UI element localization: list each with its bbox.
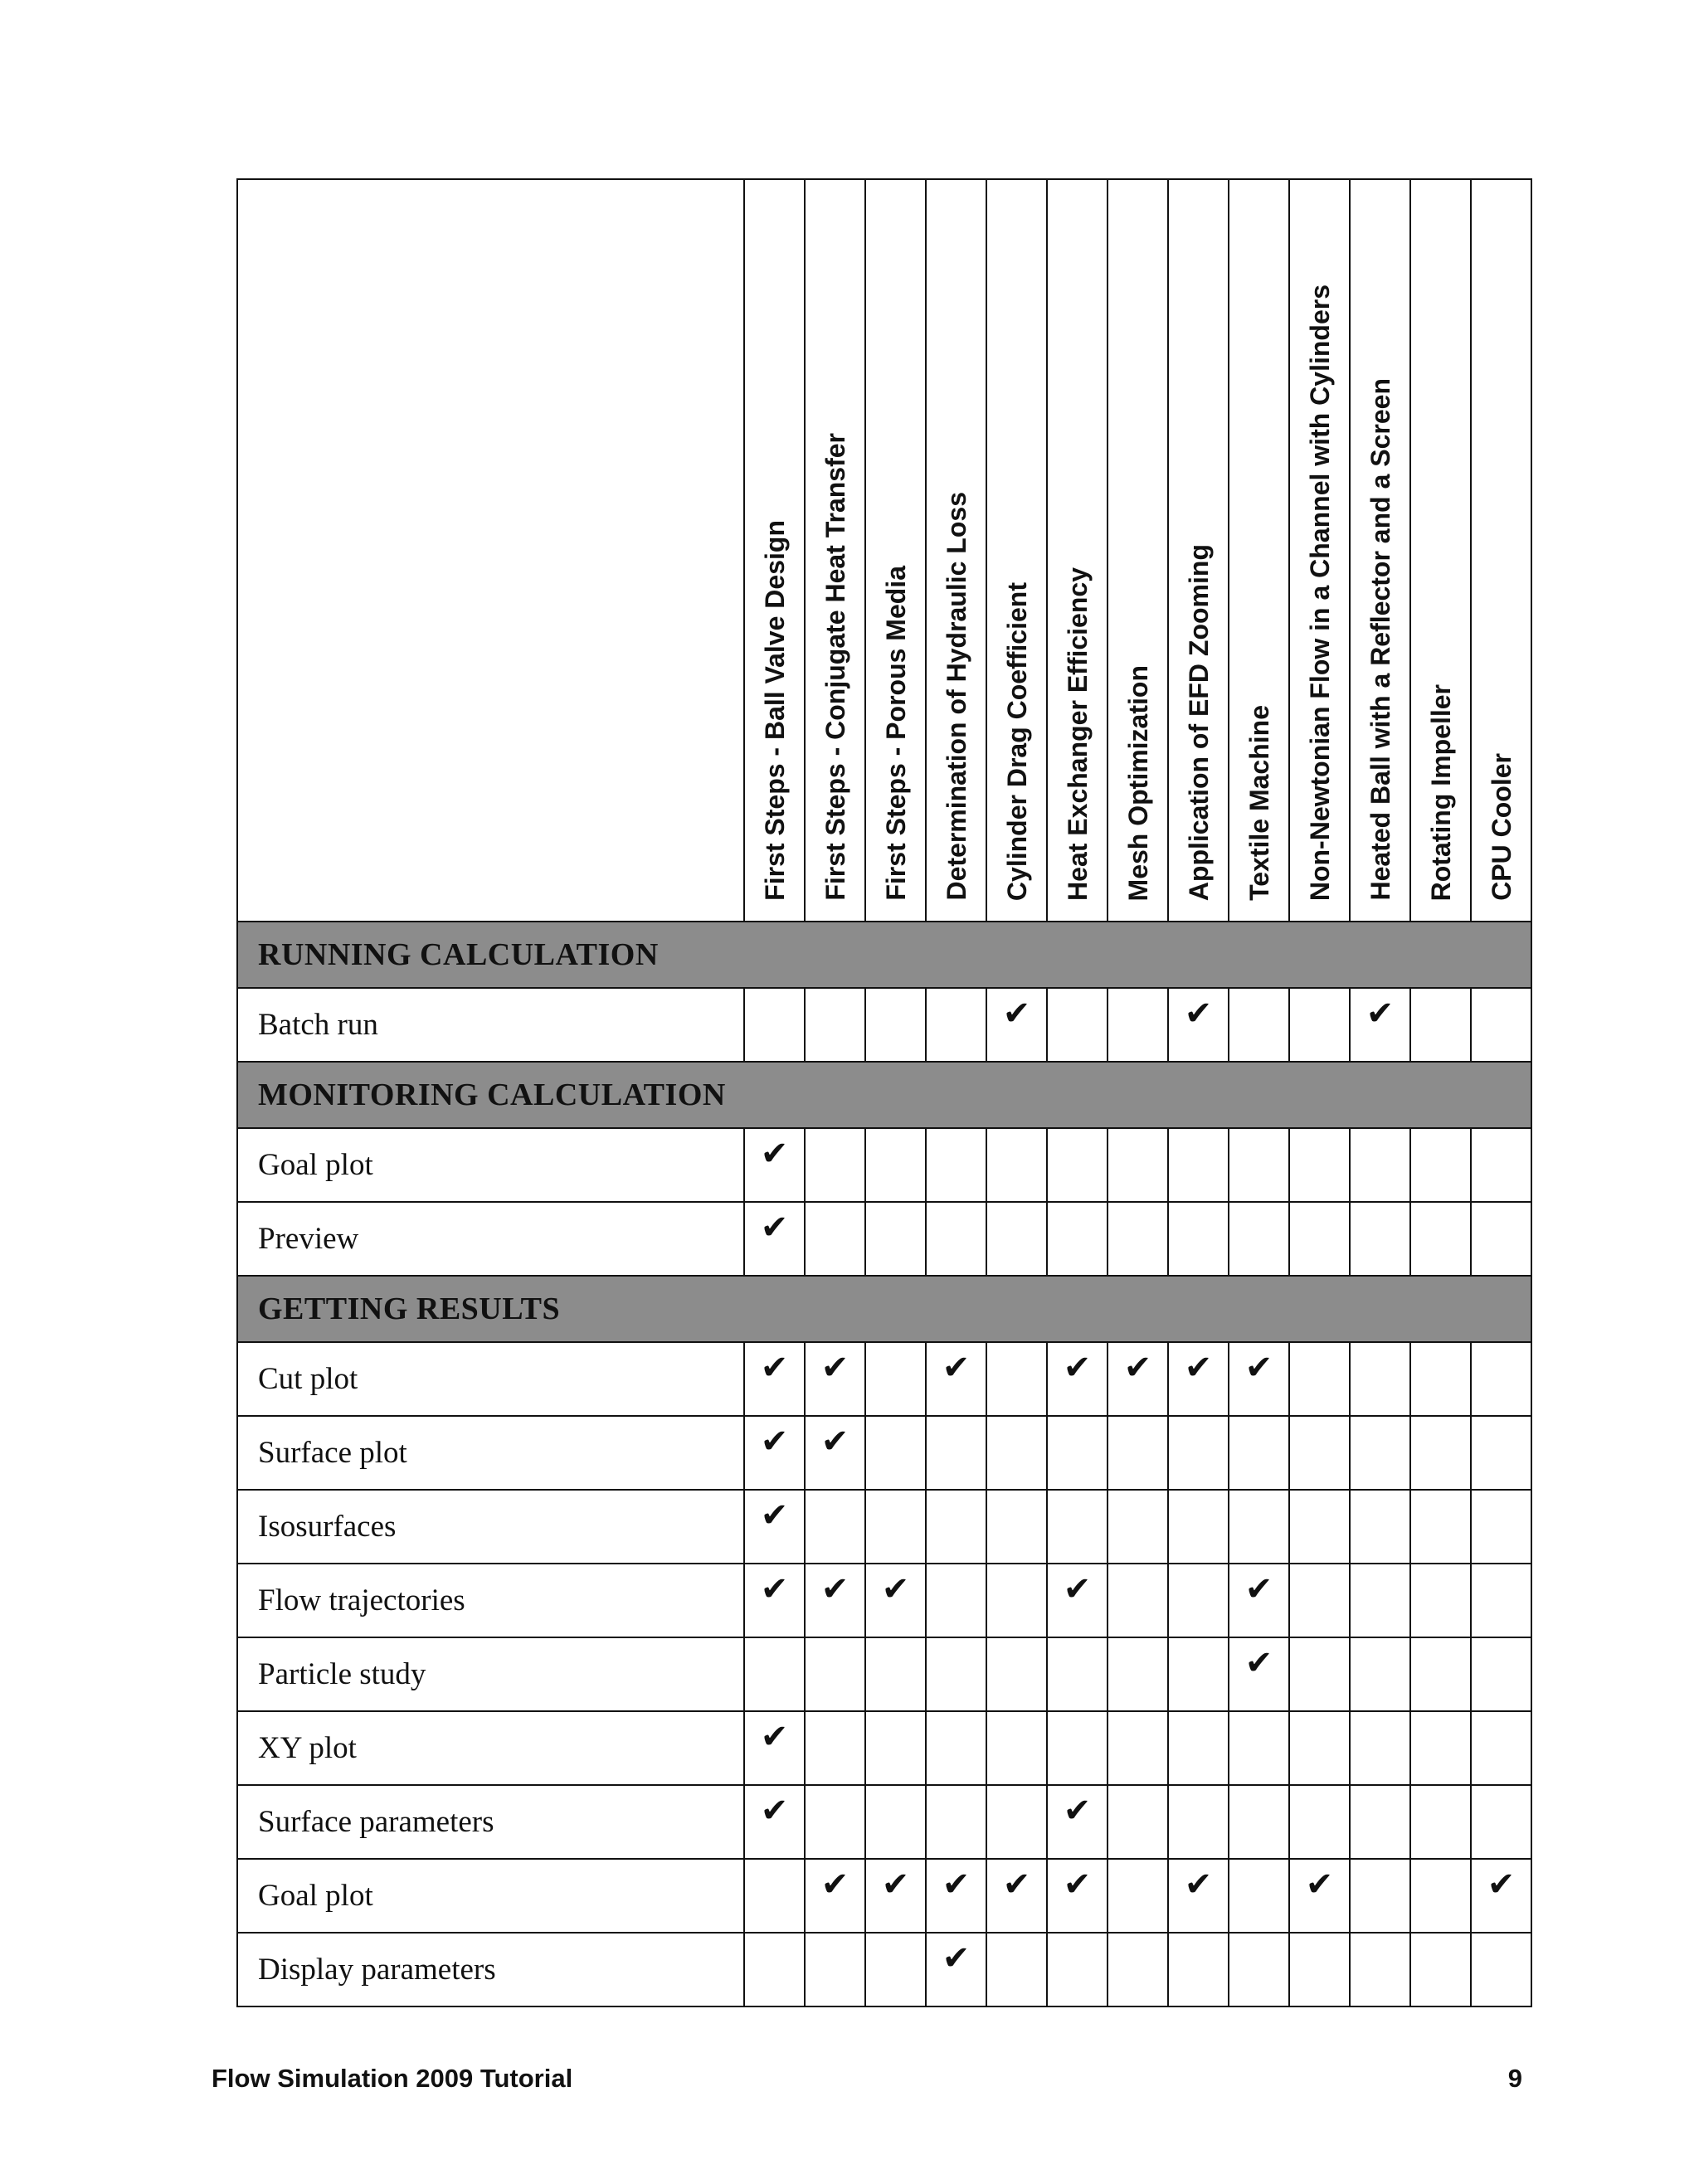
empty-cell bbox=[1047, 1490, 1108, 1564]
tutorial-name: Determination of Hydraulic Loss bbox=[941, 492, 971, 901]
tutorial-column-header bbox=[1229, 179, 1289, 922]
empty-cell bbox=[1047, 1637, 1108, 1711]
empty-cell bbox=[744, 1637, 805, 1711]
checkmark-cell bbox=[1350, 988, 1410, 1062]
checkmark-cell bbox=[1047, 1564, 1108, 1637]
tutorial-feature-matrix bbox=[236, 178, 1532, 2007]
checkmark-cell bbox=[865, 1859, 926, 1933]
feature-label: Goal plot bbox=[237, 1128, 744, 1202]
empty-cell bbox=[1229, 1933, 1289, 2006]
checkmark-icon: ✔ bbox=[1366, 995, 1395, 1033]
empty-cell bbox=[1047, 988, 1108, 1062]
empty-cell bbox=[986, 1933, 1047, 2006]
feature-label: Surface plot bbox=[237, 1416, 744, 1490]
checkmark-icon: ✔ bbox=[1244, 1349, 1273, 1387]
tutorial-header-row bbox=[237, 179, 1531, 922]
empty-cell bbox=[1410, 1637, 1471, 1711]
empty-cell bbox=[1168, 1202, 1229, 1276]
tutorial-name: Application of EFD Zooming bbox=[1183, 543, 1214, 901]
tutorial-name: First Steps - Ball Valve Design bbox=[759, 520, 790, 901]
section-title: MONITORING CALCULATION bbox=[237, 1062, 1531, 1128]
empty-cell bbox=[1471, 1564, 1531, 1637]
empty-cell bbox=[986, 1342, 1047, 1416]
empty-cell bbox=[1289, 1933, 1350, 2006]
empty-cell bbox=[1410, 1342, 1471, 1416]
checkmark-cell bbox=[744, 1342, 805, 1416]
checkmark-cell bbox=[805, 1416, 865, 1490]
checkmark-cell bbox=[1168, 1342, 1229, 1416]
empty-cell bbox=[1289, 1711, 1350, 1785]
empty-cell bbox=[926, 1128, 986, 1202]
empty-cell bbox=[805, 1202, 865, 1276]
checkmark-cell bbox=[744, 1711, 805, 1785]
empty-cell bbox=[1108, 1933, 1168, 2006]
empty-cell bbox=[1108, 1785, 1168, 1859]
feature-label: XY plot bbox=[237, 1711, 744, 1785]
feature-row bbox=[237, 1785, 1531, 1859]
empty-cell bbox=[1229, 1202, 1289, 1276]
empty-cell bbox=[805, 988, 865, 1062]
tutorial-name: First Steps - Porous Media bbox=[880, 566, 911, 901]
tutorial-name: Cylinder Drag Coefficient bbox=[1001, 581, 1032, 901]
empty-cell bbox=[1350, 1128, 1410, 1202]
checkmark-icon: ✔ bbox=[820, 1423, 850, 1461]
tutorial-name: Textile Machine bbox=[1244, 705, 1274, 901]
empty-cell bbox=[744, 1933, 805, 2006]
checkmark-cell bbox=[744, 1490, 805, 1564]
checkmark-icon: ✔ bbox=[942, 1865, 971, 1904]
feature-row bbox=[237, 1637, 1531, 1711]
empty-cell bbox=[1108, 1564, 1168, 1637]
empty-cell bbox=[1168, 1711, 1229, 1785]
checkmark-cell bbox=[1047, 1785, 1108, 1859]
checkmark-cell bbox=[744, 1785, 805, 1859]
checkmark-cell bbox=[926, 1859, 986, 1933]
feature-row bbox=[237, 1711, 1531, 1785]
empty-cell bbox=[1410, 1564, 1471, 1637]
checkmark-cell bbox=[805, 1342, 865, 1416]
tutorial-column-header bbox=[805, 179, 865, 922]
empty-cell bbox=[805, 1128, 865, 1202]
feature-label: Surface parameters bbox=[237, 1785, 744, 1859]
empty-cell bbox=[1471, 1128, 1531, 1202]
tutorial-column-header bbox=[1168, 179, 1229, 922]
tutorial-name: First Steps - Conjugate Heat Transfer bbox=[820, 433, 850, 901]
empty-cell bbox=[1410, 1859, 1471, 1933]
checkmark-icon: ✔ bbox=[1184, 1865, 1213, 1904]
empty-cell bbox=[1471, 1416, 1531, 1490]
feature-label: Flow trajectories bbox=[237, 1564, 744, 1637]
empty-cell bbox=[1471, 1785, 1531, 1859]
empty-cell bbox=[1229, 1416, 1289, 1490]
empty-cell bbox=[1168, 1637, 1229, 1711]
feature-row bbox=[237, 1490, 1531, 1564]
tutorial-column-header bbox=[926, 179, 986, 922]
empty-cell bbox=[926, 1785, 986, 1859]
feature-label: Cut plot bbox=[237, 1342, 744, 1416]
matrix-body bbox=[237, 922, 1531, 2006]
empty-cell bbox=[926, 1416, 986, 1490]
checkmark-cell bbox=[744, 1128, 805, 1202]
checkmark-cell bbox=[1047, 1859, 1108, 1933]
checkmark-icon: ✔ bbox=[1487, 1865, 1516, 1904]
empty-cell bbox=[1108, 1711, 1168, 1785]
empty-cell bbox=[1350, 1416, 1410, 1490]
empty-cell bbox=[926, 1564, 986, 1637]
checkmark-icon: ✔ bbox=[760, 1135, 789, 1173]
empty-cell bbox=[926, 1202, 986, 1276]
empty-cell bbox=[986, 1202, 1047, 1276]
empty-cell bbox=[865, 1785, 926, 1859]
tutorial-name: Mesh Optimization bbox=[1122, 664, 1153, 901]
empty-cell bbox=[805, 1637, 865, 1711]
empty-cell bbox=[1350, 1202, 1410, 1276]
empty-cell bbox=[1108, 1490, 1168, 1564]
tutorial-column-header bbox=[986, 179, 1047, 922]
checkmark-icon: ✔ bbox=[942, 1349, 971, 1387]
empty-cell bbox=[1108, 1637, 1168, 1711]
empty-cell bbox=[1350, 1933, 1410, 2006]
corner-cell bbox=[237, 179, 744, 922]
empty-cell bbox=[865, 1490, 926, 1564]
checkmark-cell bbox=[805, 1564, 865, 1637]
empty-cell bbox=[1108, 1128, 1168, 1202]
checkmark-icon: ✔ bbox=[820, 1349, 850, 1387]
empty-cell bbox=[1168, 1933, 1229, 2006]
checkmark-cell bbox=[986, 1859, 1047, 1933]
empty-cell bbox=[805, 1933, 865, 2006]
empty-cell bbox=[805, 1711, 865, 1785]
tutorial-column-header bbox=[1047, 179, 1108, 922]
checkmark-icon: ✔ bbox=[1063, 1570, 1092, 1608]
empty-cell bbox=[1289, 1637, 1350, 1711]
empty-cell bbox=[1168, 1416, 1229, 1490]
empty-cell bbox=[865, 1933, 926, 2006]
empty-cell bbox=[1289, 1490, 1350, 1564]
checkmark-cell bbox=[805, 1859, 865, 1933]
tutorial-column-header bbox=[1350, 179, 1410, 922]
checkmark-cell bbox=[986, 988, 1047, 1062]
tutorial-column-header bbox=[865, 179, 926, 922]
empty-cell bbox=[986, 1128, 1047, 1202]
checkmark-cell bbox=[744, 1416, 805, 1490]
checkmark-cell bbox=[1289, 1859, 1350, 1933]
checkmark-cell bbox=[1471, 1859, 1531, 1933]
checkmark-icon: ✔ bbox=[1063, 1865, 1092, 1904]
empty-cell bbox=[1229, 988, 1289, 1062]
empty-cell bbox=[1229, 1490, 1289, 1564]
checkmark-icon: ✔ bbox=[1002, 995, 1031, 1033]
empty-cell bbox=[1410, 1128, 1471, 1202]
empty-cell bbox=[1108, 1416, 1168, 1490]
empty-cell bbox=[986, 1711, 1047, 1785]
section-header-row bbox=[237, 1276, 1531, 1342]
empty-cell bbox=[1289, 1202, 1350, 1276]
checkmark-cell bbox=[865, 1564, 926, 1637]
empty-cell bbox=[1289, 1416, 1350, 1490]
feature-label: Preview bbox=[237, 1202, 744, 1276]
feature-label: Display parameters bbox=[237, 1933, 744, 2006]
empty-cell bbox=[1229, 1785, 1289, 1859]
empty-cell bbox=[1168, 1128, 1229, 1202]
section-title: GETTING RESULTS bbox=[237, 1276, 1531, 1342]
checkmark-icon: ✔ bbox=[760, 1792, 789, 1830]
empty-cell bbox=[986, 1785, 1047, 1859]
checkmark-icon: ✔ bbox=[820, 1865, 850, 1904]
empty-cell bbox=[805, 1785, 865, 1859]
checkmark-icon: ✔ bbox=[881, 1570, 910, 1608]
empty-cell bbox=[1168, 1785, 1229, 1859]
checkmark-icon: ✔ bbox=[1184, 1349, 1213, 1387]
feature-row bbox=[237, 1859, 1531, 1933]
empty-cell bbox=[986, 1564, 1047, 1637]
empty-cell bbox=[1350, 1637, 1410, 1711]
empty-cell bbox=[1350, 1490, 1410, 1564]
tutorial-name: Non-Newtonian Flow in a Channel with Cylinders bbox=[1304, 284, 1335, 901]
empty-cell bbox=[1350, 1711, 1410, 1785]
feature-row bbox=[237, 1564, 1531, 1637]
checkmark-cell bbox=[926, 1933, 986, 2006]
empty-cell bbox=[1410, 988, 1471, 1062]
empty-cell bbox=[744, 1859, 805, 1933]
checkmark-icon: ✔ bbox=[1244, 1644, 1273, 1682]
tutorial-name: Rotating Impeller bbox=[1425, 683, 1456, 901]
checkmark-cell bbox=[744, 1564, 805, 1637]
feature-row bbox=[237, 988, 1531, 1062]
empty-cell bbox=[865, 1711, 926, 1785]
empty-cell bbox=[1047, 1128, 1108, 1202]
empty-cell bbox=[1350, 1785, 1410, 1859]
empty-cell bbox=[744, 988, 805, 1062]
empty-cell bbox=[865, 1637, 926, 1711]
tutorial-name: Heated Ball with a Reflector and a Screen bbox=[1365, 378, 1395, 901]
empty-cell bbox=[1289, 1128, 1350, 1202]
tutorial-name: CPU Cooler bbox=[1486, 753, 1516, 901]
empty-cell bbox=[926, 1637, 986, 1711]
checkmark-icon: ✔ bbox=[760, 1718, 789, 1756]
checkmark-icon: ✔ bbox=[1123, 1349, 1152, 1387]
checkmark-icon: ✔ bbox=[1244, 1570, 1273, 1608]
tutorial-column-header bbox=[1289, 179, 1350, 922]
feature-label: Batch run bbox=[237, 988, 744, 1062]
checkmark-icon: ✔ bbox=[1063, 1349, 1092, 1387]
feature-label: Isosurfaces bbox=[237, 1490, 744, 1564]
empty-cell bbox=[1410, 1711, 1471, 1785]
feature-row bbox=[237, 1202, 1531, 1276]
checkmark-cell bbox=[1229, 1637, 1289, 1711]
empty-cell bbox=[1410, 1416, 1471, 1490]
empty-cell bbox=[1289, 1342, 1350, 1416]
checkmark-icon: ✔ bbox=[760, 1570, 789, 1608]
empty-cell bbox=[805, 1490, 865, 1564]
feature-label: Goal plot bbox=[237, 1859, 744, 1933]
empty-cell bbox=[1471, 1342, 1531, 1416]
empty-cell bbox=[1471, 1202, 1531, 1276]
checkmark-icon: ✔ bbox=[1305, 1865, 1334, 1904]
checkmark-icon: ✔ bbox=[881, 1865, 910, 1904]
feature-row bbox=[237, 1342, 1531, 1416]
checkmark-icon: ✔ bbox=[820, 1570, 850, 1608]
feature-row bbox=[237, 1128, 1531, 1202]
empty-cell bbox=[1047, 1416, 1108, 1490]
checkmark-icon: ✔ bbox=[1002, 1865, 1031, 1904]
empty-cell bbox=[926, 1711, 986, 1785]
checkmark-cell bbox=[1168, 988, 1229, 1062]
checkmark-icon: ✔ bbox=[760, 1423, 789, 1461]
empty-cell bbox=[1047, 1711, 1108, 1785]
checkmark-cell bbox=[1047, 1342, 1108, 1416]
section-header-row bbox=[237, 922, 1531, 988]
empty-cell bbox=[1289, 988, 1350, 1062]
empty-cell bbox=[865, 1342, 926, 1416]
tutorial-column-header bbox=[744, 179, 805, 922]
empty-cell bbox=[926, 988, 986, 1062]
section-header-row bbox=[237, 1062, 1531, 1128]
empty-cell bbox=[986, 1490, 1047, 1564]
tutorial-column-header bbox=[1108, 179, 1168, 922]
empty-cell bbox=[1471, 1933, 1531, 2006]
empty-cell bbox=[1410, 1933, 1471, 2006]
empty-cell bbox=[1289, 1564, 1350, 1637]
empty-cell bbox=[865, 1128, 926, 1202]
empty-cell bbox=[1350, 1859, 1410, 1933]
empty-cell bbox=[1229, 1859, 1289, 1933]
tutorial-column-header bbox=[1410, 179, 1471, 922]
empty-cell bbox=[865, 1416, 926, 1490]
checkmark-icon: ✔ bbox=[760, 1349, 789, 1387]
empty-cell bbox=[1108, 1202, 1168, 1276]
checkmark-icon: ✔ bbox=[942, 1939, 971, 1977]
feature-row bbox=[237, 1933, 1531, 2006]
empty-cell bbox=[865, 1202, 926, 1276]
tutorial-column-header bbox=[1471, 179, 1531, 922]
empty-cell bbox=[1168, 1490, 1229, 1564]
section-title: RUNNING CALCULATION bbox=[237, 922, 1531, 988]
empty-cell bbox=[1350, 1342, 1410, 1416]
checkmark-cell bbox=[1108, 1342, 1168, 1416]
empty-cell bbox=[1471, 988, 1531, 1062]
empty-cell bbox=[1350, 1564, 1410, 1637]
empty-cell bbox=[1047, 1933, 1108, 2006]
empty-cell bbox=[1289, 1785, 1350, 1859]
empty-cell bbox=[1471, 1637, 1531, 1711]
empty-cell bbox=[1108, 988, 1168, 1062]
checkmark-cell bbox=[1168, 1859, 1229, 1933]
empty-cell bbox=[1168, 1564, 1229, 1637]
empty-cell bbox=[1410, 1490, 1471, 1564]
empty-cell bbox=[1108, 1859, 1168, 1933]
empty-cell bbox=[865, 988, 926, 1062]
feature-row bbox=[237, 1416, 1531, 1490]
checkmark-icon: ✔ bbox=[1063, 1792, 1092, 1830]
checkmark-cell bbox=[1229, 1564, 1289, 1637]
empty-cell bbox=[986, 1637, 1047, 1711]
empty-cell bbox=[1410, 1202, 1471, 1276]
checkmark-icon: ✔ bbox=[760, 1496, 789, 1535]
empty-cell bbox=[1471, 1711, 1531, 1785]
empty-cell bbox=[1229, 1711, 1289, 1785]
empty-cell bbox=[1471, 1490, 1531, 1564]
tutorial-name: Heat Exchanger Efficiency bbox=[1062, 567, 1093, 901]
empty-cell bbox=[1047, 1202, 1108, 1276]
feature-label: Particle study bbox=[237, 1637, 744, 1711]
checkmark-cell bbox=[926, 1342, 986, 1416]
checkmark-cell bbox=[744, 1202, 805, 1276]
empty-cell bbox=[1229, 1128, 1289, 1202]
empty-cell bbox=[986, 1416, 1047, 1490]
checkmark-icon: ✔ bbox=[1184, 995, 1213, 1033]
empty-cell bbox=[926, 1490, 986, 1564]
empty-cell bbox=[1410, 1785, 1471, 1859]
checkmark-icon: ✔ bbox=[760, 1209, 789, 1247]
page-number: 9 bbox=[1507, 2064, 1522, 2093]
checkmark-cell bbox=[1229, 1342, 1289, 1416]
footer-title: Flow Simulation 2009 Tutorial bbox=[212, 2064, 573, 2093]
